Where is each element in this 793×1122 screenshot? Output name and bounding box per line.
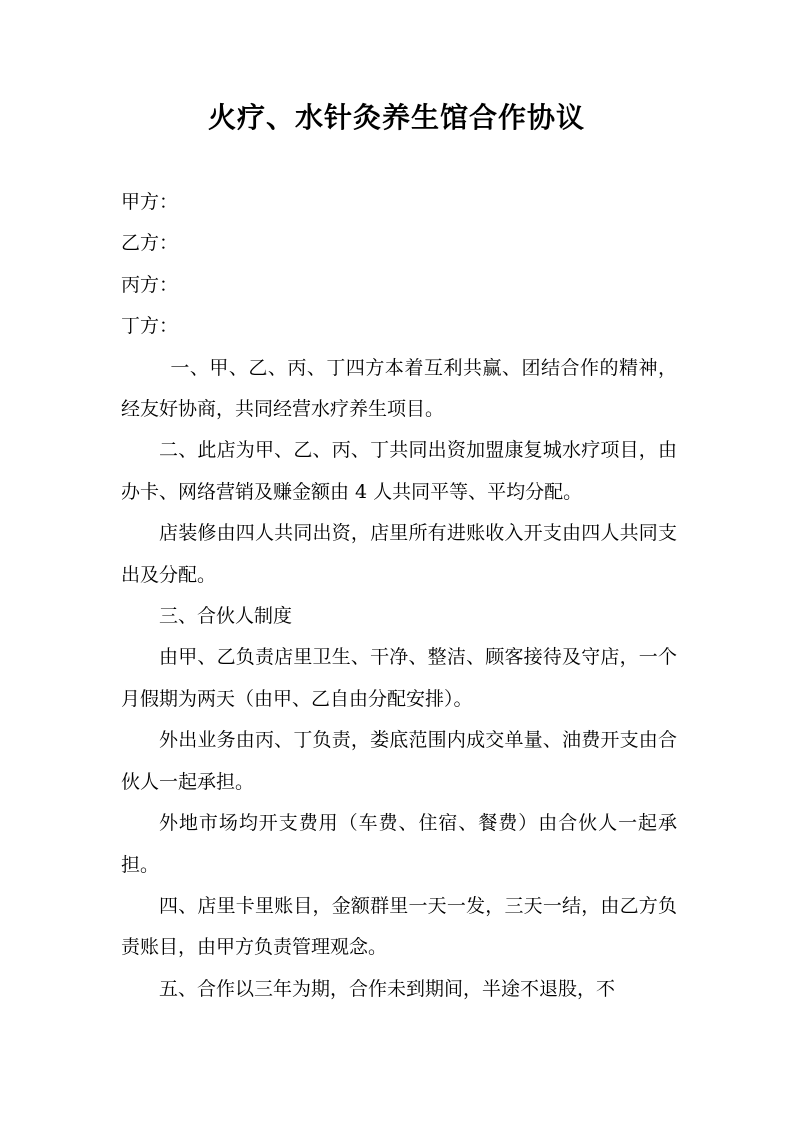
duty-ab-paragraph: 由甲、乙负责店里卫生、干净、整洁、顾客接待及守店，一个月假期为两天（由甲、乙自由分配安排）。 <box>121 646 677 710</box>
party-d-line: 丁方： <box>121 315 179 338</box>
document-title: 火疗、水针灸养生馆合作协议 <box>207 101 585 134</box>
document-body <box>121 182 677 1010</box>
clause-2-paragraph: 二、此店为甲、乙、丙、丁共同出资加盟康复城水疗项目，由办卡、网络营销及赚金额由 4 人共同平等、平均分配。 <box>121 439 677 503</box>
outside-market-paragraph: 外地市场均开支费用（车费、住宿、餐费）由合伙人一起承担。 <box>121 812 677 876</box>
clause-3-heading: 三、合伙人制度 <box>159 605 293 628</box>
party-c-line: 丙方： <box>121 273 179 296</box>
duty-cd-paragraph: 外出业务由丙、丁负责，娄底范围内成交单量、油费开支由合伙人一起承担。 <box>121 729 677 793</box>
party-a-line: 甲方： <box>121 191 179 213</box>
renovation-paragraph: 店装修由四人共同出资，店里所有进账收入开支由四人共同支出及分配。 <box>121 522 677 586</box>
clause-4-paragraph: 四、店里卡里账目，金额群里一天一发，三天一结，由乙方负责账目，由甲方负责管理观念。 <box>121 894 677 959</box>
clause-1-paragraph: 一、甲、乙、丙、丁四方本着互利共赢、团结合作的精神，经友好协商，共同经营水疗养生项目。 <box>121 356 677 421</box>
party-b-line: 乙方： <box>121 232 179 255</box>
clause-5-paragraph: 五、合作以三年为期，合作未到期间，半途不退股，不 <box>159 977 616 1000</box>
